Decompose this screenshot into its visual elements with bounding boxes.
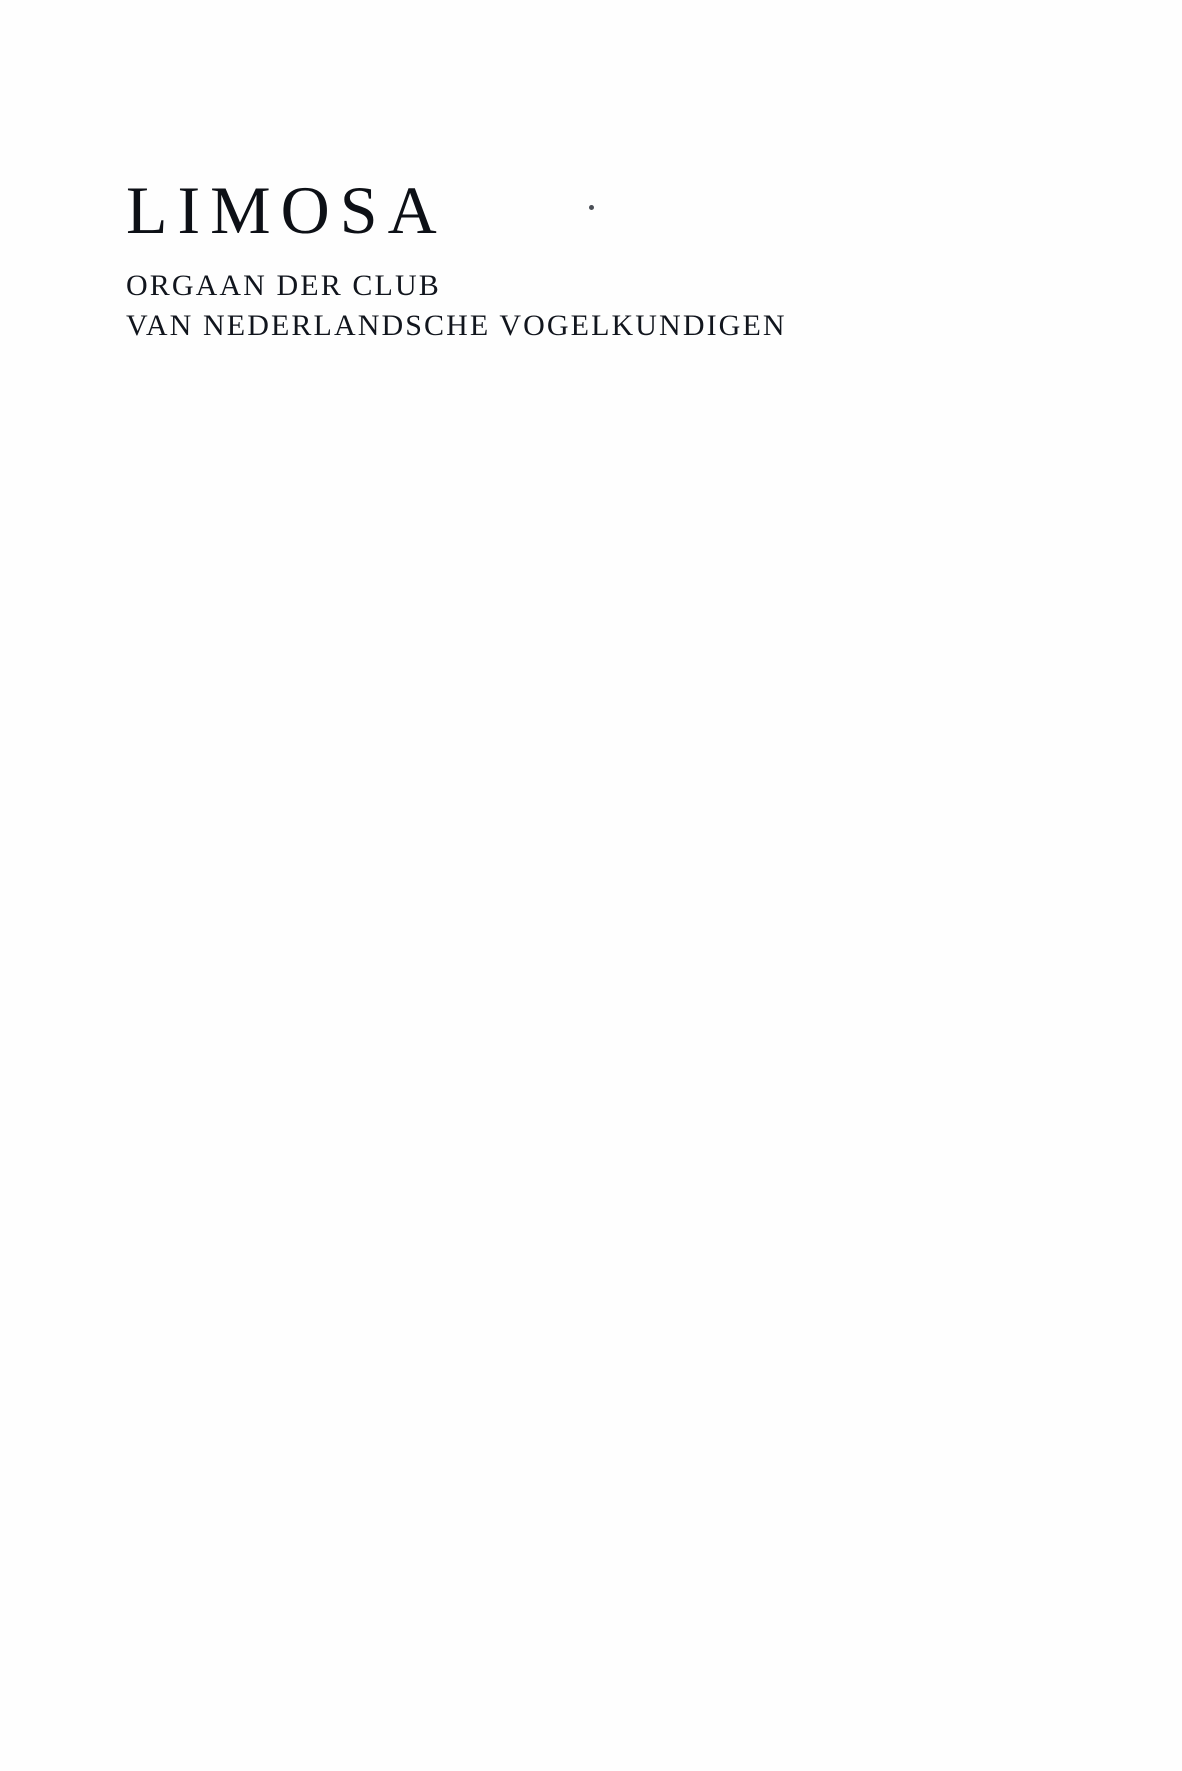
journal-subtitle	[126, 266, 1026, 345]
journal-title: LIMOSA	[126, 172, 447, 248]
stray-ink-dot	[589, 205, 594, 210]
subtitle-line-1: ORGAAN DER CLUB	[126, 269, 441, 302]
masthead	[126, 172, 1026, 345]
subtitle-line-2: VAN NEDERLANDSCHE VOGELKUNDIGEN	[126, 308, 787, 342]
